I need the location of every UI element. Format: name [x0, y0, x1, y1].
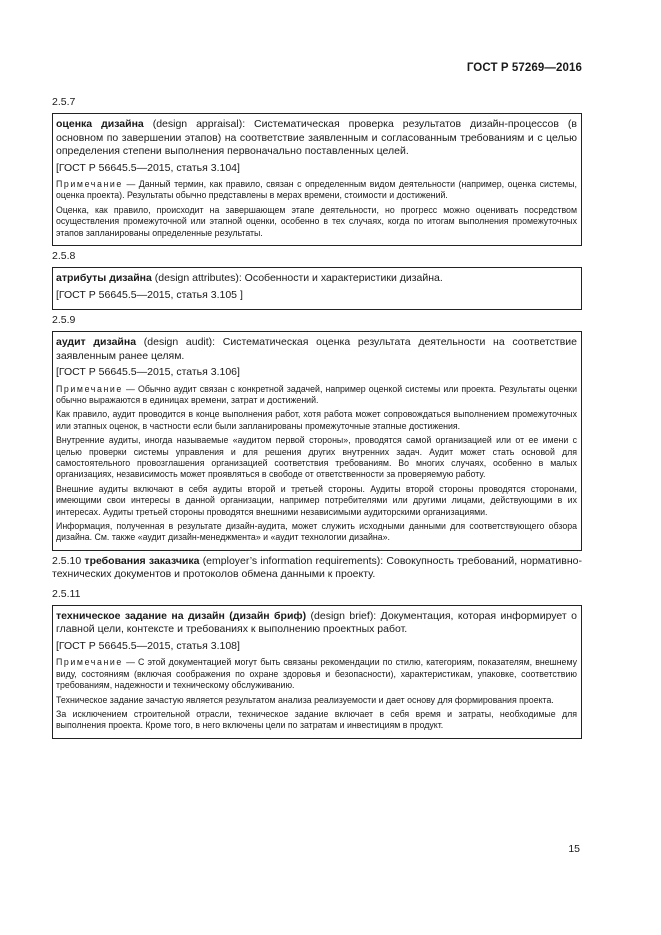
- term-name: оценка дизайна: [56, 118, 144, 130]
- note-text: Как правило, аудит проводится в конце выполнения работ, хотя работа может сопровождаться выполнением промежуточных или этапных оценок, в частности если были запланированы промежуточные этапные достижения.: [56, 409, 577, 431]
- term-box: [52, 331, 582, 551]
- term-box: [52, 267, 582, 310]
- term-definition: [56, 118, 577, 159]
- definition-text: (design attributes): Особенности и характеристики дизайна.: [151, 272, 443, 285]
- definition-text: (design brief): Документация, которая информирует о главной цели, контексте и требованиях к выполнению проектных работ.: [56, 609, 578, 636]
- term-name: атрибуты дизайна: [56, 272, 152, 285]
- note-text: — Данный термин, как правило, связан с определенным видом деятельности (например, оценка системы, оценка проекта). Результаты обычно представлены в мерах времени, стоимости и достижений.: [56, 179, 577, 201]
- note: [56, 657, 577, 691]
- note-text: — С этой документацией могут быть связаны рекомендации по стилю, категориям, показателям, внешнему виду, состояниям (включая соображения по охране здоровья и безопасности), характеристикам, упаковке, соответствию требованиям, надежности и техническому обслуживанию.: [56, 657, 577, 691]
- source-reference: [ГОСТ Р 56645.5—2015, статья 3.104]: [56, 161, 240, 174]
- term-definition: [56, 610, 577, 637]
- definition-text: (design appraisal): Систематическая проверка результатов дизайн-процессов (в основном по завершении этапов) на соответствие заявленным и согласованным требованиям и с целью определения степени выполнения первоначально поставленных целей.: [56, 118, 577, 157]
- note: [56, 521, 577, 544]
- note: [56, 435, 577, 481]
- note-text: Внутренние аудиты, иногда называемые «аудитом первой стороны», проводятся самой организацией или от ее имени с целью проверки системы управления и для решения других внутренних задач. Аудит может стать основой для самостоятельного провозглашения организацией соответствия требованиям. Во многих случаях, особенно в малых организациях, независимость может проявляться в свободе от ответственности за проверяемую работу.: [56, 435, 577, 480]
- clause-number: 2.5.9: [52, 314, 76, 327]
- clause-number: 2.5.10: [52, 554, 82, 567]
- term-name: аудит дизайна: [56, 336, 137, 349]
- note-text: — Обычно аудит связан с конкретной задачей, например оценкой системы или проекта. Результаты оценки обычно выражаются в единицах времени, затрат и достижений.: [56, 383, 577, 405]
- note-text: Внешние аудиты включают в себя аудиты второй и третьей стороны. Аудиты второй стороны проводятся сторонами, имеющими свои интересы в данной организации, например потребителями или другими лицами, действующими в их интересах. Аудиты третьей стороны проводятся внешними независимыми аудиторскими организациями.: [56, 483, 577, 517]
- note: [56, 695, 577, 706]
- definition-text: (design audit): Систематическая оценка результата деятельности на соответствие заявленным ранее целям.: [56, 336, 577, 362]
- term-definition: [56, 272, 577, 286]
- term-box: [52, 605, 582, 739]
- source-reference: [ГОСТ Р 56645.5—2015, статья 3.105 ]: [56, 288, 243, 301]
- note: [56, 384, 577, 407]
- note-text: Техническое задание зачастую является результатом анализа реализуемости и дает основу для формирования проекта.: [56, 694, 554, 705]
- note: [56, 484, 577, 518]
- clause-number: 2.5.7: [52, 96, 76, 108]
- term-box: [52, 113, 582, 246]
- note-label: Примечание: [56, 179, 123, 189]
- clause-number: 2.5.8: [52, 250, 76, 263]
- definition-text: (employer’s information requirements): Совокупность требований, нормативно-технических документов и протоколов обмена данными к проекту.: [52, 554, 583, 581]
- document-code: ГОСТ Р 57269—2016: [466, 62, 582, 74]
- page-number: 15: [568, 843, 580, 855]
- note-text: Оценка, как правило, происходит на завершающем этапе деятельности, но прогресс можно оценивать посредством осуществления промежуточной или этапной оценки, особенно в тех случаях, когда по итогам выполнения промежуточных этапов запланированы определенные результаты.: [56, 204, 577, 238]
- source-reference: [ГОСТ Р 56645.5—2015, статья 3.108]: [56, 639, 240, 652]
- source-reference: [ГОСТ Р 56645.5—2015, статья 3.106]: [56, 366, 240, 379]
- term-name: техническое задание на дизайн (дизайн бриф): [56, 609, 307, 622]
- note: [56, 179, 577, 202]
- note: [56, 709, 577, 732]
- note-label: Примечание: [56, 657, 123, 668]
- clause-number: 2.5.11: [52, 587, 81, 600]
- term-name: требования заказчика: [84, 554, 200, 567]
- term-definition: [56, 336, 577, 363]
- note-text: Информация, полученная в результате дизайн-аудита, может служить исходными данными для соответствующего обзора дизайна. См. также «аудит дизайн-менеджмента» и «аудит технологии дизайна».: [56, 521, 577, 543]
- term-entry-unboxed: [52, 555, 582, 582]
- note: [56, 409, 577, 432]
- document-body: [52, 96, 582, 743]
- note: [56, 205, 577, 239]
- note-label: Примечание: [56, 383, 123, 394]
- note-text: За исключением строительной отрасли, техническое задание включает в себя время и затраты, необходимые для выполнения проекта. Кроме того, в него включены цели по затратам и инвестициям в продукт.: [56, 708, 577, 731]
